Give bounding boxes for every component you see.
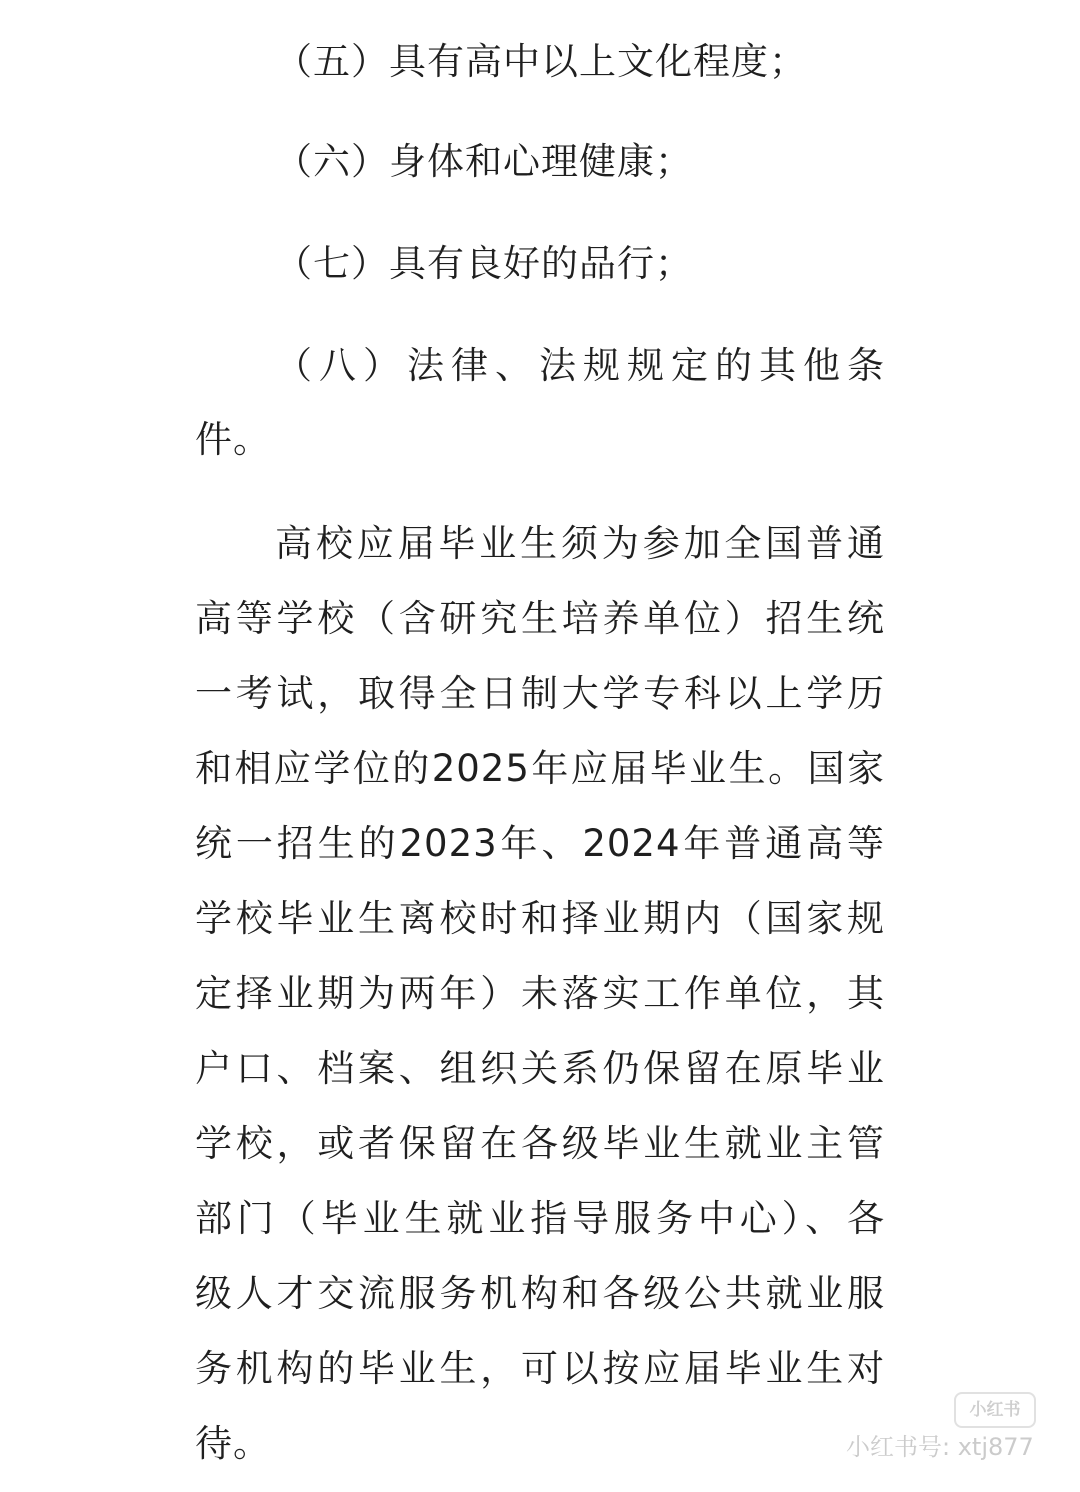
watermark-logo: 小红书: [954, 1392, 1036, 1428]
paragraph-line-3: 一考试，取得全日制大学专科以上学历: [195, 672, 885, 715]
watermark-id: 小红书号: xtj877: [846, 1433, 1034, 1461]
condition-8-line2: 件。: [195, 418, 271, 461]
condition-6: （六）身体和心理健康；: [275, 140, 693, 183]
paragraph-line-12: 务机构的毕业生，可以按应届毕业生对: [195, 1347, 885, 1390]
paragraph-line-6: 学校毕业生离校时和择业期内（国家规: [195, 897, 885, 940]
paragraph-line-5: 统一招生的2023年、2024年普通高等: [195, 822, 885, 865]
condition-8-line1: （八）法律、法规规定的其他条: [275, 344, 885, 387]
condition-5: （五）具有高中以上文化程度；: [275, 40, 807, 83]
paragraph-line-2: 高等学校（含研究生培养单位）招生统: [195, 597, 885, 640]
paragraph-line-8: 户口、档案、组织关系仍保留在原毕业: [195, 1047, 885, 1090]
paragraph-line-11: 级人才交流服务机构和各级公共就业服: [195, 1272, 885, 1315]
condition-7: （七）具有良好的品行；: [275, 242, 693, 285]
paragraph-line-4: 和相应学位的2025年应届毕业生。国家: [195, 747, 885, 790]
paragraph-line-7: 定择业期为两年）未落实工作单位，其: [195, 972, 885, 1015]
paragraph-line-1: 高校应届毕业生须为参加全国普通: [275, 522, 885, 565]
paragraph-line-10: 部门（毕业生就业指导服务中心）、各: [195, 1197, 885, 1240]
paragraph-line-13: 待。: [195, 1422, 271, 1465]
paragraph-line-9: 学校，或者保留在各级毕业生就业主管: [195, 1122, 885, 1165]
